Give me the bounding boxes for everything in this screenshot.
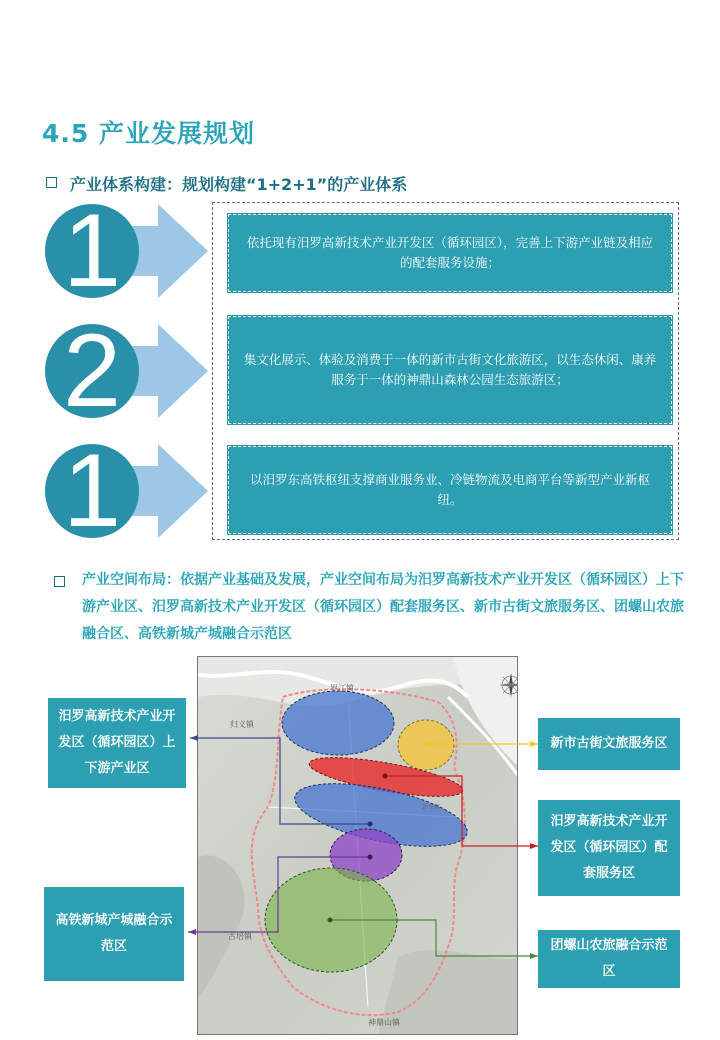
number-1b-text: 1 — [63, 436, 121, 546]
industry-system-title: 产业体系构建：规划构建“1+2+1”的产业体系 — [70, 175, 408, 194]
spatial-layout-text: 产业空间布局：依据产业基础及发展，产业空间布局为汨罗高新技术产业开发区（循环园区）上下游产业区、汨罗高新技术产业开发区（循环园区）配套服务区、新市古街文旅服务区、团螺山农旅融合区、高铁新城产城融合示范区 — [82, 572, 684, 642]
industry-item-3: 以汨罗东高铁枢纽支撑商业服务业、冷链物流及电商平台等新型产业新枢纽。 — [228, 446, 672, 534]
callout-xinshi: 新市古街文旅服务区 — [538, 718, 680, 770]
leader-tuanluo — [330, 920, 538, 956]
industry-item-1: 依托现有汨罗高新技术产业开发区（循环园区），完善上下游产业链及相应的配套服务设施； — [228, 214, 672, 292]
callout-support: 汨罗高新技术产业开发区（循环园区）配套服务区 — [538, 800, 680, 896]
callout-upstream: 汨罗高新技术产业开发区（循环园区）上下游产业区 — [48, 698, 186, 788]
map-label-gupei: 古培镇 — [228, 932, 252, 941]
section-title: 4.5 产业发展规划 — [42, 119, 255, 148]
callout-tuanluo: 团螺山农旅融合示范区 — [538, 930, 680, 988]
leader-support — [385, 776, 538, 846]
leader-hsr — [188, 857, 370, 932]
number-1-text: 1 — [63, 196, 121, 306]
leader-upstream — [190, 738, 370, 824]
callout-hsr: 高铁新城产城融合示范区 — [44, 887, 184, 981]
map-label-shending: 神鼎山镇 — [368, 1018, 400, 1027]
map-label-luojiang: 罗江镇 — [330, 684, 354, 693]
industry-item-2: 集文化展示、体验及消费于一体的新市古街文化旅游区，以生态休闲、康养服务于一体的神鼎山森林公园生态旅游区； — [228, 316, 672, 424]
map-label-xinshi: 新市镇 — [422, 804, 441, 811]
map-label-guiyi: 归义镇 — [230, 720, 254, 729]
number-2-text: 2 — [63, 316, 121, 426]
